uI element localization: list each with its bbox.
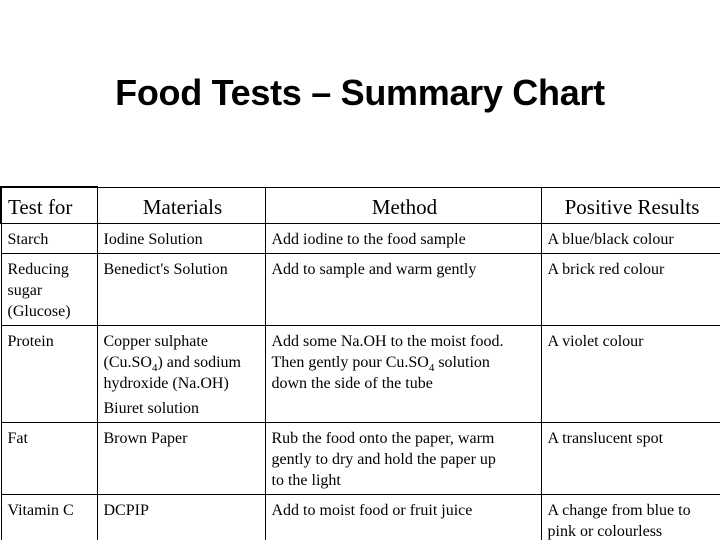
- cell-text: to the light: [271, 472, 341, 489]
- table-row-vitamin-c: [1, 495, 720, 540]
- cell-text: gently to dry and hold the paper up: [271, 451, 496, 468]
- cell-test-for: [1, 326, 97, 423]
- header-method: Method: [265, 187, 541, 224]
- cell-result: [541, 224, 720, 254]
- cell-text: sugar: [7, 282, 43, 299]
- formula-part: (Cu.SO: [103, 354, 152, 371]
- cell-text: Reducing: [7, 261, 69, 278]
- cell-text: A brick red colour: [547, 261, 665, 278]
- cell-materials: [97, 224, 265, 254]
- cell-materials: [97, 254, 265, 326]
- cell-materials: [97, 423, 265, 495]
- cell-method: [265, 495, 541, 540]
- cell-text: Protein: [7, 333, 54, 350]
- cell-text-formula: [104, 352, 262, 373]
- food-tests-table: [0, 186, 720, 540]
- cell-text: Iodine Solution: [103, 231, 203, 248]
- cell-materials: [97, 495, 265, 540]
- formula-part: solution: [434, 354, 490, 371]
- header-positive-results: Positive Results: [541, 187, 720, 224]
- cell-text: A violet colour: [547, 333, 644, 350]
- cell-method: [265, 224, 541, 254]
- cell-text: Add iodine to the food sample: [271, 231, 466, 248]
- cell-result: [541, 326, 720, 423]
- formula-part: Then gently pour Cu.SO: [271, 354, 429, 371]
- cell-test-for: [1, 254, 97, 326]
- cell-text: A change from blue to: [547, 502, 691, 519]
- table-row-reducing-sugar: [1, 254, 720, 326]
- cell-text: Rub the food onto the paper, warm: [271, 430, 495, 447]
- cell-text: A blue/black colour: [547, 231, 674, 248]
- cell-text: Biuret solution: [103, 400, 200, 417]
- cell-materials: [97, 326, 265, 423]
- cell-result: [541, 254, 720, 326]
- slide-title: Food Tests – Summary Chart: [115, 72, 605, 113]
- cell-result: [541, 495, 720, 540]
- formula-part: ) and sodium: [157, 354, 241, 371]
- header-test-for: Test for: [1, 187, 97, 224]
- cell-method: [265, 254, 541, 326]
- cell-text: Add to moist food or fruit juice: [271, 502, 473, 519]
- cell-text-formula: [272, 352, 538, 373]
- cell-text: DCPIP: [103, 502, 149, 519]
- cell-text: hydroxide (Na.OH): [103, 375, 229, 392]
- table-row-fat: [1, 423, 720, 495]
- table-row-protein: [1, 326, 720, 423]
- cell-test-for: [1, 495, 97, 540]
- cell-text: A translucent spot: [547, 430, 664, 447]
- formula-subscript: 4: [428, 362, 435, 375]
- cell-text: down the side of the tube: [271, 375, 433, 392]
- header-materials: Materials: [97, 187, 265, 224]
- cell-text: pink or colourless: [547, 523, 663, 540]
- cell-test-for: [1, 423, 97, 495]
- cell-text: Fat: [7, 430, 28, 447]
- cell-method: [265, 326, 541, 423]
- cell-text: Add to sample and warm gently: [271, 261, 477, 278]
- table-row-starch: [1, 224, 720, 254]
- cell-text: Copper sulphate: [103, 333, 208, 350]
- table-header-row: [1, 187, 720, 224]
- cell-text: (Glucose): [7, 303, 71, 320]
- cell-text: Brown Paper: [103, 430, 188, 447]
- cell-text: Vitamin C: [7, 502, 74, 519]
- cell-text: Starch: [7, 231, 49, 248]
- formula-subscript: 4: [151, 362, 158, 375]
- cell-text: Add some Na.OH to the moist food.: [271, 333, 504, 350]
- cell-method: [265, 423, 541, 495]
- cell-text: Benedict's Solution: [103, 261, 228, 278]
- cell-result: [541, 423, 720, 495]
- cell-test-for: [1, 224, 97, 254]
